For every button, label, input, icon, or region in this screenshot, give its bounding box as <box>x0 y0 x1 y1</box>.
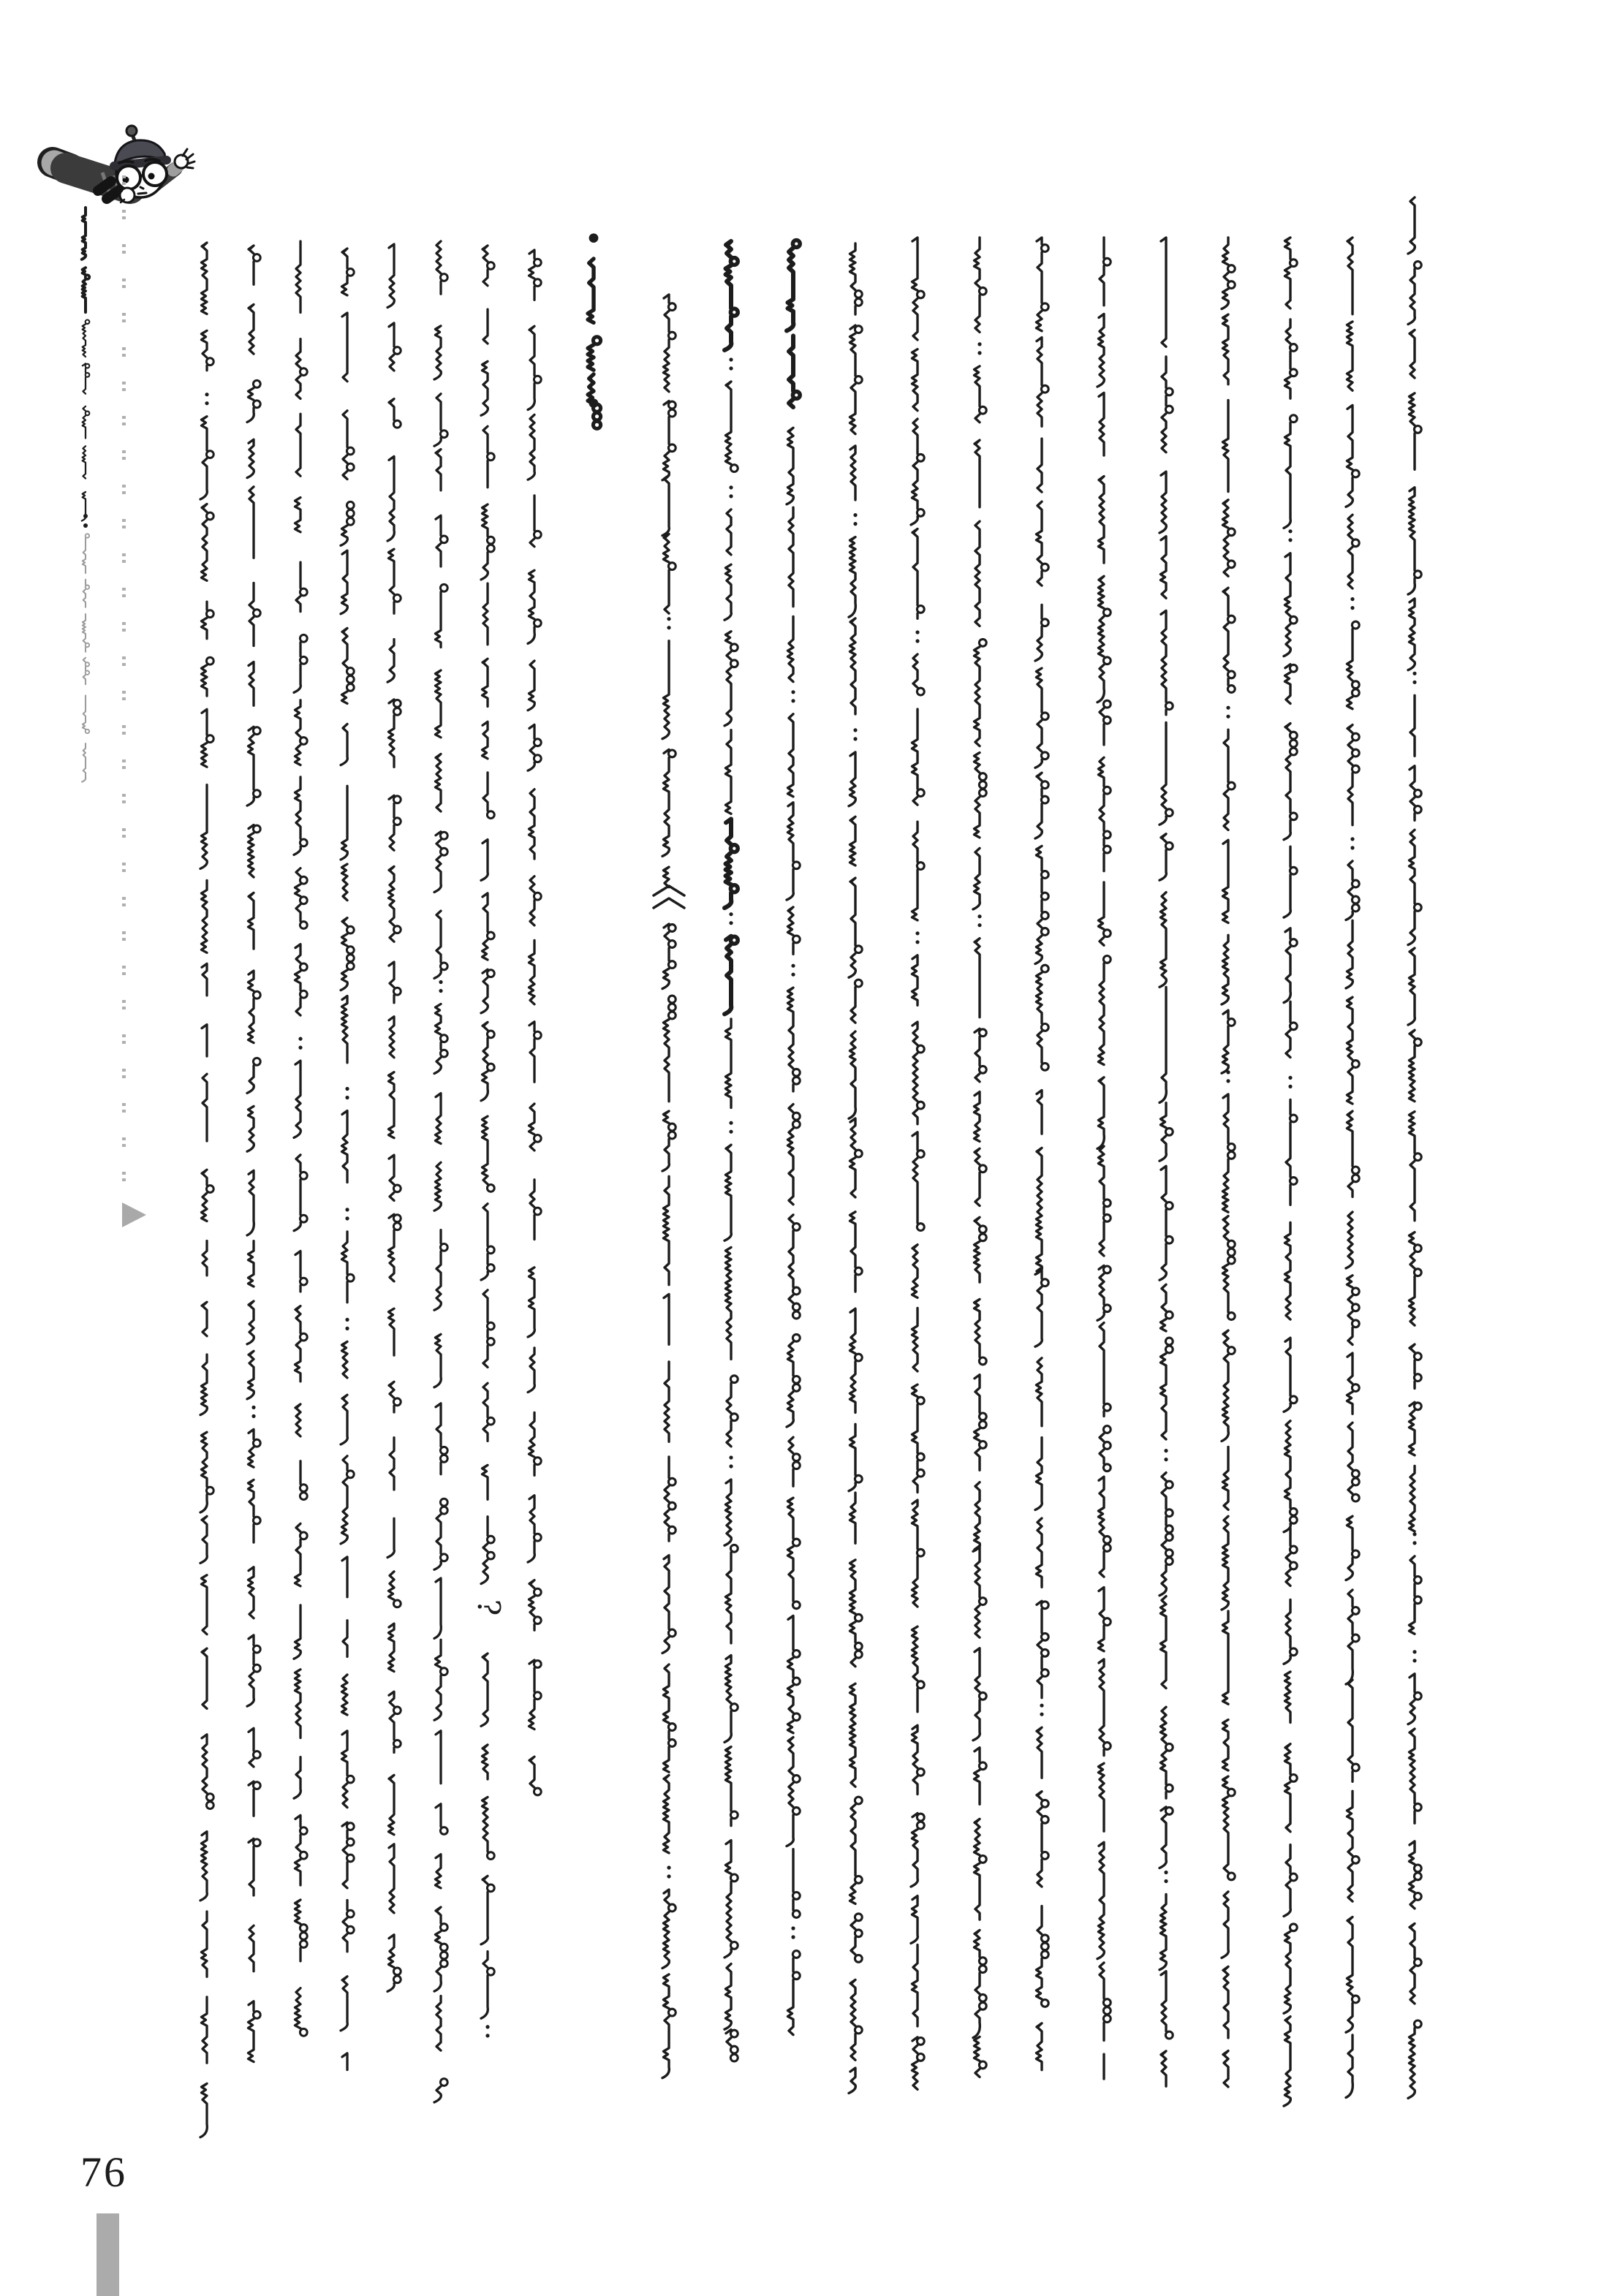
title-bottom-bullet: • <box>584 386 603 423</box>
hat-knob <box>126 126 137 136</box>
title-top-bullet: • <box>584 221 603 258</box>
caption-black <box>82 208 89 521</box>
caption-gray <box>82 534 89 781</box>
glasses-bridge <box>140 175 144 176</box>
open-quote-mark <box>654 886 684 908</box>
right-pupil <box>148 173 155 180</box>
glasses-right-lens <box>143 162 167 186</box>
caption-colon-dot-2 <box>83 523 88 528</box>
dotted-divider <box>122 175 126 1200</box>
page-number: 76 <box>80 2148 127 2196</box>
secondary-text-block <box>200 241 541 2137</box>
divider-arrow-icon <box>122 1202 146 1227</box>
question-mark: ? <box>471 1599 507 1616</box>
caption-colon-dot-1 <box>83 514 88 518</box>
main-text-block <box>662 197 1421 2106</box>
footer-bar <box>97 2213 119 2296</box>
script-columns <box>82 197 1421 2137</box>
glasses-left-lens <box>117 166 140 189</box>
hand <box>175 155 188 168</box>
